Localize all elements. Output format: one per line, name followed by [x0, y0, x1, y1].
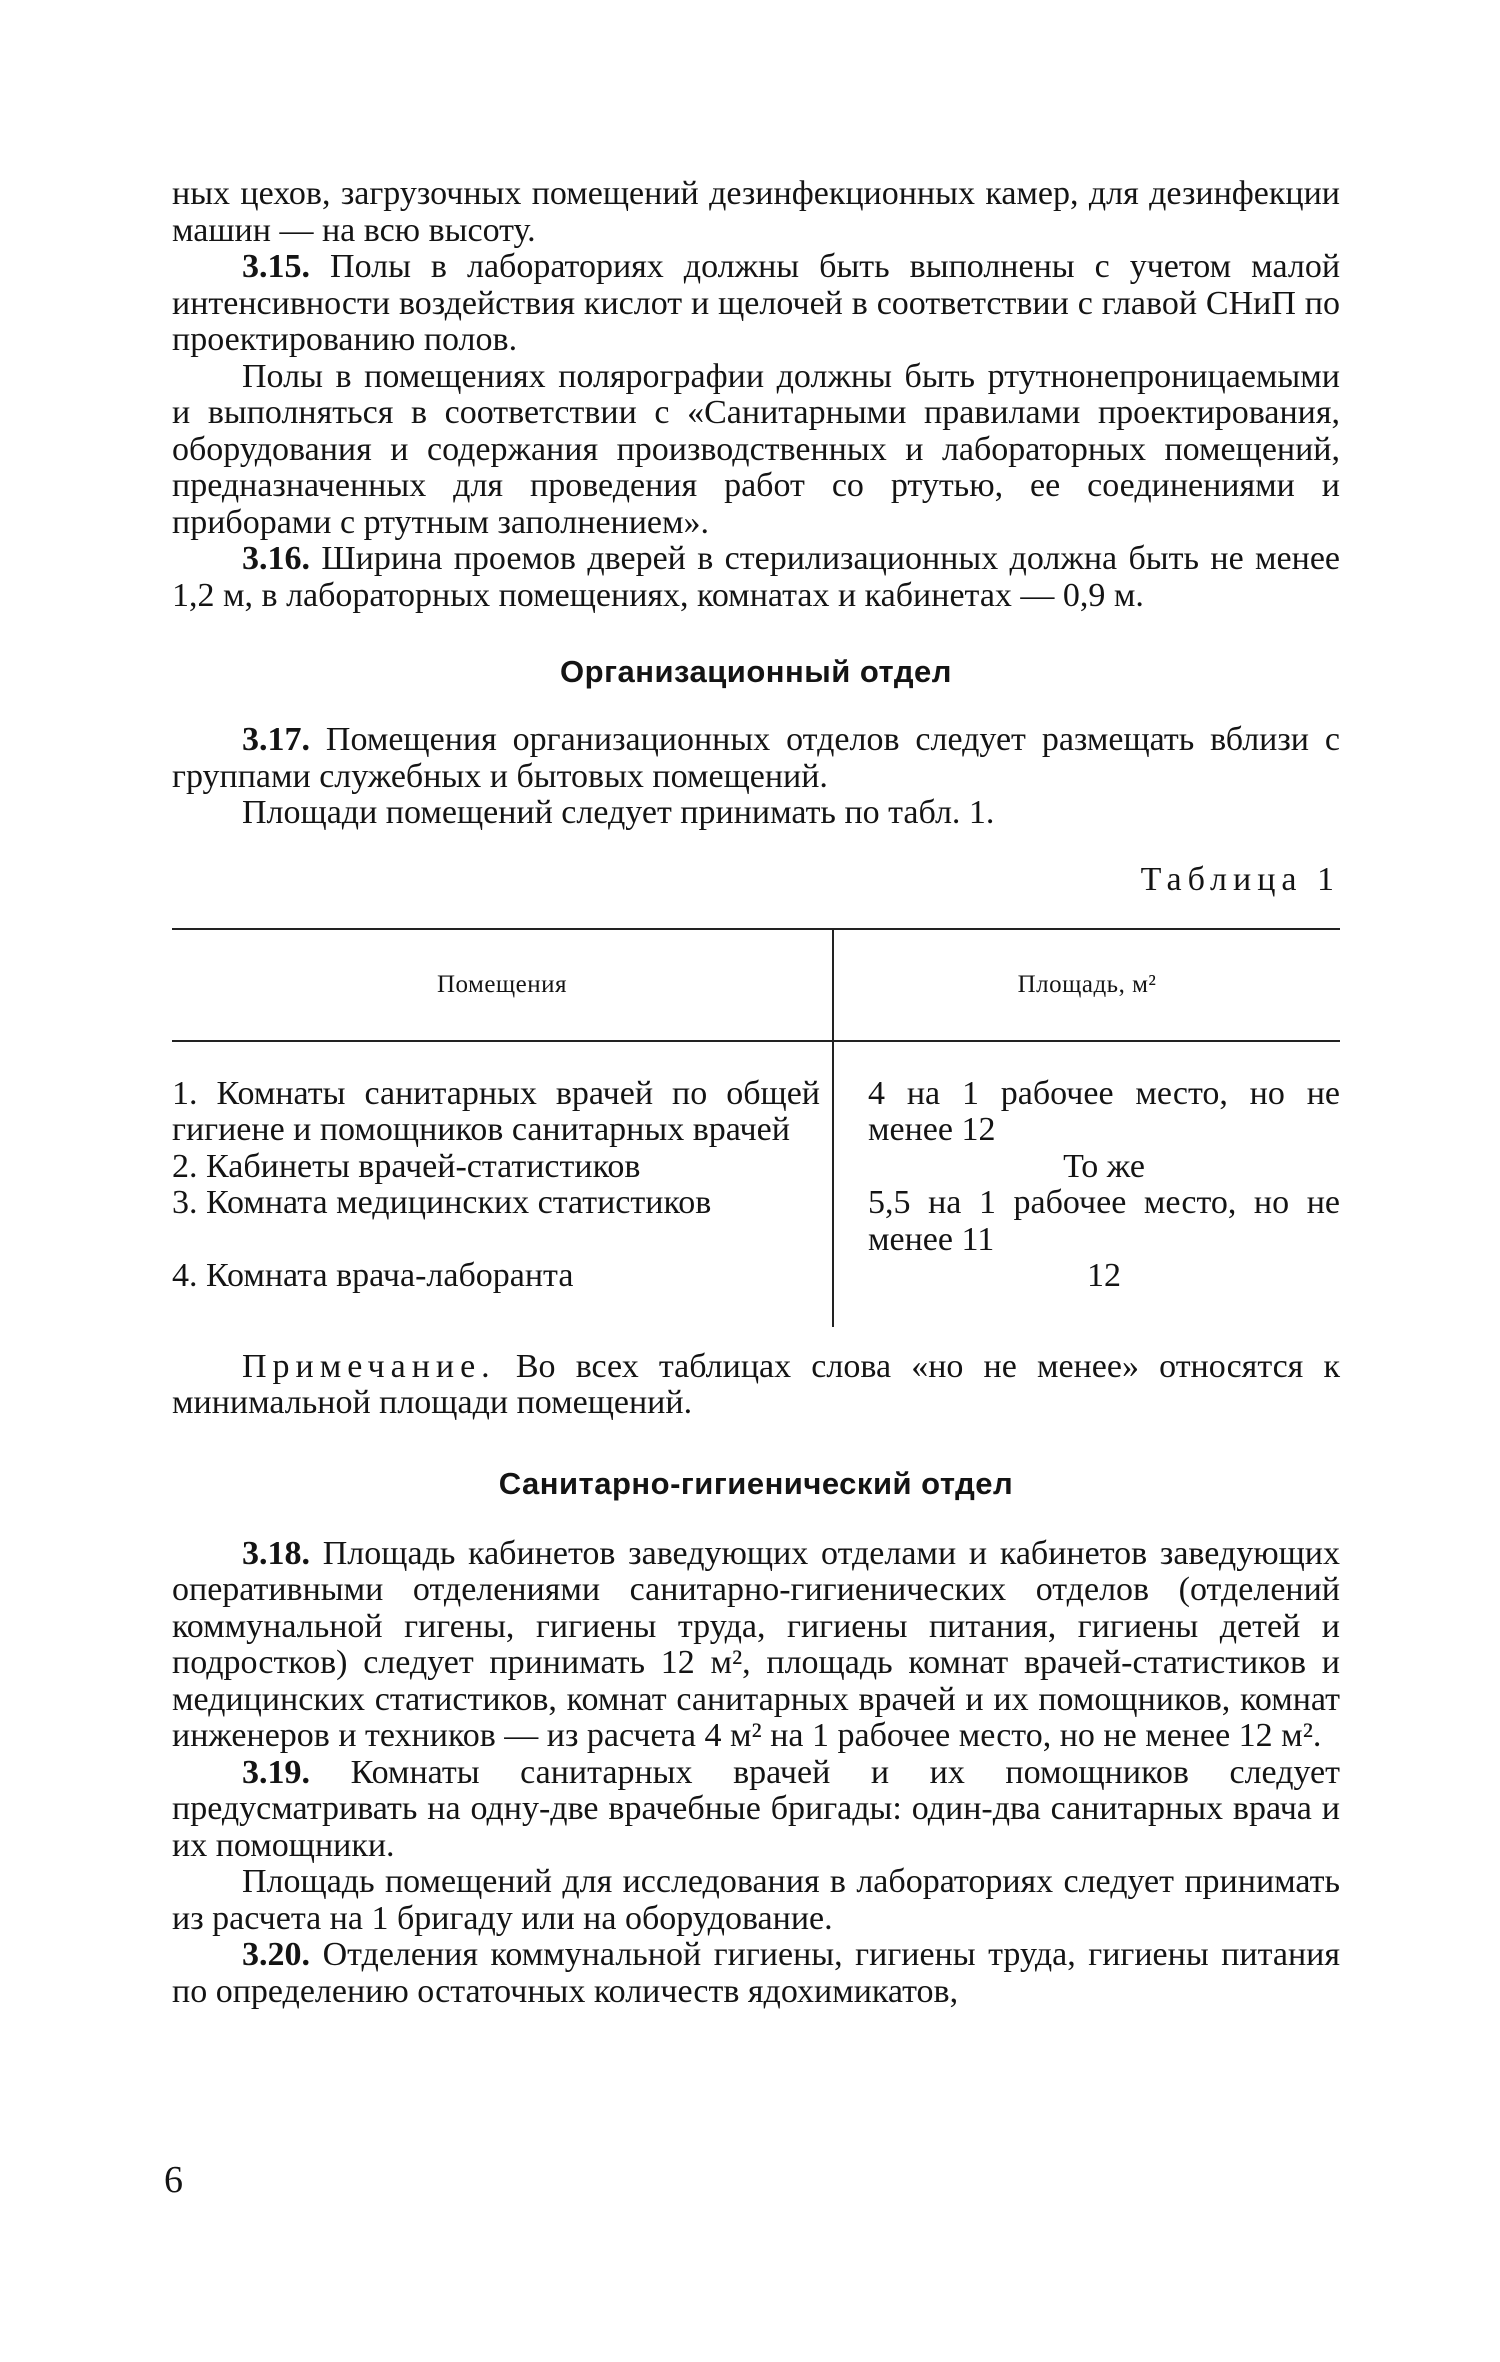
clause-text: Ширина проемов дверей в стерилизационных должна быть не менее 1,2 м, в лабораторных помещениях, комнатах и кабинетах — 0,9 м.: [172, 540, 1341, 614]
clause-text: Комнаты санитарных врачей и их помощников следует предусматривать на одну-две врачебные бригады: один-два санитарных врача и их помощники.: [172, 1753, 1340, 1864]
paragraph-3-20: [172, 1937, 1340, 2010]
paragraph: Площади помещений следует принимать по табл. 1.: [242, 794, 995, 831]
document-page: [172, 176, 1340, 2010]
table-cell-area: 4 на 1 рабочее место, но не менее 12: [868, 1074, 1340, 1148]
table-cell-room: 4. Комната врача-лаборанта: [172, 1258, 833, 1327]
table-row: [172, 1149, 1340, 1186]
table-cell-room: 3. Комната медицинских статистиков: [172, 1185, 833, 1258]
clause-number: 3.17.: [242, 721, 310, 758]
section-heading-sanitary: Санитарно-гигиенический отдел: [498, 1465, 1014, 1501]
section-heading-organizational: Организационный отдел: [560, 654, 952, 689]
table-cell-area: 5,5 на 1 рабочее место, но не менее 11: [868, 1184, 1340, 1258]
paragraph-3-19: [172, 1755, 1340, 1865]
paragraph-3-17: [172, 722, 1340, 795]
note-label: Примечание.: [242, 1347, 496, 1385]
table-cell-area: 12: [1087, 1257, 1121, 1294]
table-cell-room: 2. Кабинеты врачей-статистиков: [172, 1149, 833, 1186]
clause-number: 3.20.: [242, 1936, 310, 1973]
table-row: [172, 1185, 1340, 1258]
clause-text: Полы в лабораториях должны быть выполнены с учетом малой интенсивности воздействия кислот и щелочей в соответствии с главой СНиП по проектированию полов.: [172, 248, 1341, 358]
page-number: 6: [164, 2159, 183, 2201]
table-cell-room: 1. Комнаты санитарных врачей по общей гигиене и помощников санитарных врачей: [172, 1041, 833, 1149]
areas-table: [172, 928, 1340, 1327]
table-row: [172, 1041, 1340, 1149]
paragraph-3-15: [172, 249, 1340, 359]
table-header-rooms: Помещения: [172, 929, 833, 1041]
note-text: Во всех таблицах слова «но не менее» относятся к минимальной площади помещений.: [172, 1347, 1341, 1421]
paragraph-3-16: [172, 541, 1340, 614]
table-caption: Таблица 1: [1140, 860, 1340, 898]
clause-number: 3.18.: [242, 1534, 310, 1572]
clause-text: Площадь кабинетов заведующих отделами и кабинетов заведующих оперативными отделениями санитарно-гигиенических отделов (отделений коммунальной гигены, гигиены труда, гигиены питания, гигиены детей и подростков) следует принимать 12 м², площадь комнат врачей-статистиков и медицинских статистиков, комнат санитарных врачей и их помощников, комнат инженеров и техников — из расчета 4 м² на 1 рабочее место, но не менее 12 м².: [172, 1534, 1341, 1754]
clause-text: Отделения коммунальной гигиены, гигиены труда, гигиены питания по определению остаточных количеств ядохимикатов,: [172, 1936, 1341, 2010]
paragraph: Площадь помещений для исследования в лабораториях следует принимать из расчета на 1 бригаду или на оборудование.: [172, 1863, 1340, 1937]
table-note: [172, 1349, 1340, 1422]
clause-number: 3.16.: [242, 540, 310, 577]
paragraph: ных цехов, загрузочных помещений дезинфекционных камер, для дезинфекции машин — на всю высоту.: [172, 175, 1340, 249]
clause-number: 3.19.: [242, 1753, 310, 1791]
table-header-area: Площадь, м²: [833, 929, 1340, 1041]
clause-text: Помещения организационных отделов следует размещать вблизи с группами служебных и бытовых помещений.: [172, 721, 1340, 795]
paragraph: Полы в помещениях полярографии должны быть ртутнонепроницаемыми и выполняться в соответствии с «Санитарными правилами проектирования, оборудования и содержания производственных и лабораторных помещений, предназначенных для проведения работ со ртутью, ее соединениями и приборами с ртутным заполнением».: [172, 357, 1340, 541]
table-cell-area: То же: [1063, 1147, 1145, 1185]
paragraph-3-18: [172, 1536, 1340, 1755]
clause-number: 3.15.: [242, 248, 310, 285]
table-row: [172, 1258, 1340, 1327]
